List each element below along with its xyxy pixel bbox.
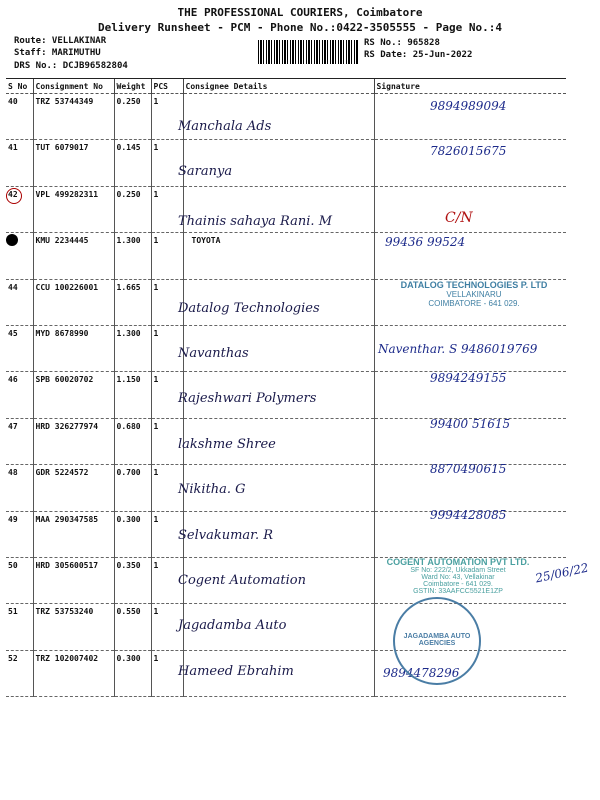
datalog-stamp bbox=[383, 280, 565, 308]
consignee-cell-value: TOYOTA bbox=[191, 236, 221, 246]
col-consignee: Consignee Details bbox=[183, 79, 374, 94]
handwritten-consignee-name: Cogent Automation bbox=[178, 573, 306, 588]
col-pcs: PCS bbox=[151, 79, 183, 94]
sno-cell-value: 51 bbox=[8, 607, 18, 617]
consignment-cell bbox=[33, 604, 114, 650]
handwritten-signature-note: 7826015675 bbox=[430, 144, 507, 159]
weight-cell bbox=[114, 557, 151, 603]
consignment-cell bbox=[33, 233, 114, 279]
consignment-cell bbox=[33, 186, 114, 232]
col-sno: S No bbox=[6, 79, 33, 94]
weight-cell bbox=[114, 650, 151, 696]
sno-cell-value: 45 bbox=[8, 328, 18, 338]
weight-cell bbox=[114, 94, 151, 140]
consignment-cell bbox=[33, 279, 114, 325]
sno-cell-value: 49 bbox=[8, 514, 18, 524]
weight-cell-value: 0.350 bbox=[116, 560, 141, 570]
consignment-cell bbox=[33, 325, 114, 371]
weight-cell-value: 0.300 bbox=[116, 653, 141, 663]
sno-cell-value: 47 bbox=[8, 421, 18, 431]
weight-cell-value: 0.680 bbox=[116, 421, 141, 431]
consignment-cell bbox=[33, 140, 114, 186]
handwritten-signature-note: 8870490615 bbox=[430, 462, 507, 477]
table-row bbox=[6, 233, 566, 279]
sno-cell bbox=[6, 325, 33, 371]
cogent-date: 25/06/22 bbox=[534, 560, 590, 586]
handwritten-consignee-name: Rajeshwari Polymers bbox=[178, 391, 317, 407]
sno-cell bbox=[6, 650, 33, 696]
sno-cell-value: 50 bbox=[8, 560, 18, 570]
jagadamba-round-stamp bbox=[393, 597, 481, 685]
pcs-cell-value: 1 bbox=[153, 421, 159, 431]
weight-cell bbox=[114, 604, 151, 650]
pcs-cell-value: 1 bbox=[153, 560, 159, 570]
report-subtitle: Delivery Runsheet - PCM - Phone No.:0422-3505555 - Page No.:4 bbox=[98, 21, 502, 34]
weight-cell-value: 0.550 bbox=[116, 607, 141, 617]
pcs-cell-value: 1 bbox=[153, 375, 159, 385]
consignment-cell-value: TRZ 102007402 bbox=[35, 653, 99, 663]
consignment-cell bbox=[33, 511, 114, 557]
handwritten-consignee-name: Selvakumar. R bbox=[178, 527, 274, 543]
consignment-cell-value: HRD 326277974 bbox=[35, 421, 99, 431]
barcode bbox=[258, 40, 358, 64]
col-consignment: Consignment No bbox=[33, 79, 114, 94]
weight-cell bbox=[114, 140, 151, 186]
consignment-cell-value: MAA 290347585 bbox=[35, 514, 99, 524]
sno-cell-value: 46 bbox=[8, 375, 18, 385]
sno-cell bbox=[6, 94, 33, 140]
sno-cell bbox=[6, 465, 33, 511]
col-weight: Weight bbox=[114, 79, 151, 94]
handwritten-signature-note: 9994428085 bbox=[430, 507, 507, 522]
handwritten-consignee-name: Datalog Technologies bbox=[178, 300, 320, 316]
weight-cell-value: 0.700 bbox=[116, 468, 141, 478]
rs-date: RS Date: 25-Jun-2022 bbox=[364, 50, 473, 60]
sno-cell bbox=[6, 604, 33, 650]
consignment-cell-value: TRZ 53753240 bbox=[35, 607, 94, 617]
weight-cell bbox=[114, 511, 151, 557]
pcs-cell bbox=[151, 233, 183, 279]
cogent-stamp-line4: Coimbatore - 641 029. bbox=[423, 581, 493, 588]
consignment-cell bbox=[33, 418, 114, 464]
weight-cell bbox=[114, 465, 151, 511]
weight-cell-value: 1.665 bbox=[116, 282, 141, 292]
handwritten-signature-note: C/N bbox=[445, 209, 473, 226]
consignment-cell bbox=[33, 557, 114, 603]
sno-cell-value: 44 bbox=[8, 282, 18, 292]
consignment-cell-value: CCU 100226001 bbox=[35, 282, 99, 292]
pcs-cell-value: 1 bbox=[153, 607, 159, 617]
consignment-cell-value: SPB 60020702 bbox=[35, 375, 94, 385]
report-title: THE PROFESSIONAL COURIERS, Coimbatore bbox=[177, 6, 423, 19]
cogent-stamp-line3: Ward No: 43, Vellakinar bbox=[421, 574, 495, 581]
consignment-cell bbox=[33, 372, 114, 418]
consignment-cell bbox=[33, 94, 114, 140]
runsheet-table bbox=[6, 78, 566, 697]
sno-cell bbox=[6, 511, 33, 557]
handwritten-consignee-name: lakshme Shree bbox=[178, 436, 276, 452]
handwritten-consignee-name: Saranya bbox=[178, 164, 233, 180]
col-signature: Signature bbox=[374, 79, 566, 94]
consignment-cell-value: KMU 2234445 bbox=[35, 236, 89, 246]
drs-label: DRS No.: DCJB96582804 bbox=[14, 61, 128, 71]
handwritten-signature-note: 99436 99524 bbox=[385, 235, 466, 250]
sno-cell-value: 42 bbox=[8, 189, 18, 199]
weight-cell-value: 0.250 bbox=[116, 97, 141, 106]
cogent-stamp-line2: SF No: 222/2, Ukkadam Street bbox=[410, 567, 506, 574]
pcs-cell-value: 1 bbox=[153, 468, 159, 478]
handwritten-consignee-name: Nikitha. G bbox=[178, 482, 246, 498]
weight-cell-value: 1.300 bbox=[116, 328, 141, 338]
consignment-cell-value: GDR 5224572 bbox=[35, 468, 89, 478]
pcs-cell-value: 1 bbox=[153, 143, 159, 153]
weight-cell bbox=[114, 418, 151, 464]
sno-cell bbox=[6, 279, 33, 325]
pcs-cell-value: 1 bbox=[153, 514, 159, 524]
consignment-cell-value: TUT 6079017 bbox=[35, 143, 89, 153]
handwritten-signature-note: 9894478296 bbox=[383, 665, 460, 680]
table-header bbox=[6, 79, 566, 94]
cogent-stamp-line1: COGENT AUTOMATION PVT LTD. bbox=[386, 557, 530, 567]
handwritten-signature-note: 9894249155 bbox=[430, 371, 507, 386]
weight-cell-value: 1.150 bbox=[116, 375, 141, 385]
weight-cell-value: 0.250 bbox=[116, 189, 141, 199]
staff-label: Staff: MARIMUTHU bbox=[14, 48, 101, 58]
cogent-stamp bbox=[374, 557, 542, 595]
consignment-cell-value: VPL 499282311 bbox=[35, 189, 99, 199]
pcs-cell-value: 1 bbox=[153, 189, 159, 199]
pcs-cell-value: 1 bbox=[153, 97, 159, 106]
pcs-cell-value: 1 bbox=[153, 328, 159, 338]
pcs-cell-value: 1 bbox=[153, 236, 159, 246]
sno-cell-value: 41 bbox=[8, 143, 18, 153]
circled-number-mark bbox=[6, 188, 22, 204]
route-label: Route: VELLAKINAR bbox=[14, 36, 107, 46]
cogent-stamp-line5: GSTIN: 33AAFCC5521E1ZP bbox=[413, 588, 503, 595]
weight-cell bbox=[114, 279, 151, 325]
filled-dot-mark bbox=[6, 234, 18, 246]
sno-cell-value: 52 bbox=[8, 653, 18, 663]
handwritten-consignee-name: Navanthas bbox=[178, 346, 249, 361]
handwritten-consignee-name: Jagadamba Auto bbox=[178, 618, 287, 634]
weight-cell bbox=[114, 233, 151, 279]
sno-cell bbox=[6, 372, 33, 418]
sno-cell bbox=[6, 557, 33, 603]
weight-cell-value: 1.300 bbox=[116, 236, 141, 246]
datalog-stamp-line1: DATALOG TECHNOLOGIES P. LTD bbox=[400, 280, 548, 290]
consignment-cell-value: MYD 8678990 bbox=[35, 328, 89, 338]
handwritten-consignee-name: Manchala Ads bbox=[178, 119, 272, 134]
weight-cell-value: 0.300 bbox=[116, 514, 141, 524]
rs-number: RS No.: 965828 bbox=[364, 38, 440, 48]
sno-cell bbox=[6, 418, 33, 464]
weight-cell bbox=[114, 186, 151, 232]
pcs-cell-value: 1 bbox=[153, 282, 159, 292]
handwritten-signature-note: Naventhar. S 9486019769 bbox=[378, 342, 538, 356]
jagadamba-stamp-text: JAGADAMBA AUTO AGENCIES bbox=[403, 633, 471, 647]
sno-cell-value: 40 bbox=[8, 97, 18, 106]
consignment-cell bbox=[33, 650, 114, 696]
consignment-cell bbox=[33, 465, 114, 511]
sno-cell-value: 48 bbox=[8, 468, 18, 478]
handwritten-signature-note: 9894989094 bbox=[430, 99, 507, 113]
datalog-stamp-line3: COIMBATORE - 641 029. bbox=[428, 299, 520, 308]
sno-cell bbox=[6, 140, 33, 186]
handwritten-consignee-name: Thainis sahaya Rani. M bbox=[178, 213, 333, 229]
weight-cell-value: 0.145 bbox=[116, 143, 141, 153]
weight-cell bbox=[114, 372, 151, 418]
consignment-cell-value: HRD 305600517 bbox=[35, 560, 99, 570]
weight-cell bbox=[114, 325, 151, 371]
handwritten-consignee-name: Hameed Ebrahim bbox=[178, 663, 294, 679]
consignment-cell-value: TRZ 53744349 bbox=[35, 97, 94, 106]
pcs-cell-value: 1 bbox=[153, 653, 159, 663]
handwritten-signature-note: 99400 51615 bbox=[430, 416, 511, 431]
consignee-cell bbox=[183, 233, 374, 279]
datalog-stamp-line2: VELLAKINARU bbox=[446, 290, 502, 299]
